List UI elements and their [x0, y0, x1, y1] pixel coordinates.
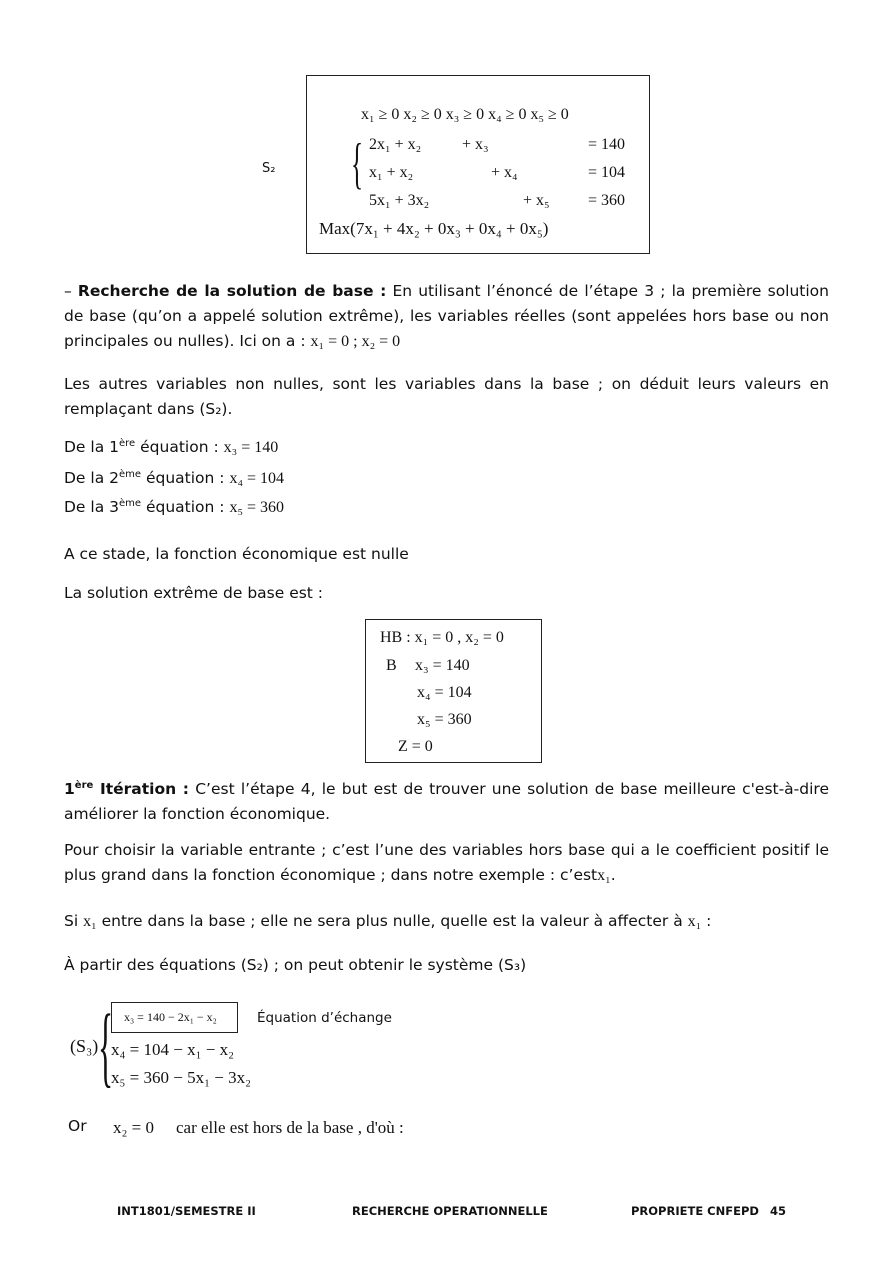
non-negativity-constraints: x₁ ≥ 0 x₂ ≥ 0 x₃ ≥ 0 x₄ ≥ 0 x₅ ≥ 0	[361, 106, 569, 123]
equation-prefix: De la 2	[64, 469, 119, 488]
paragraph-base-solution	[64, 279, 829, 354]
exchange-equation-note: Équation d’échange	[257, 1010, 392, 1026]
s2-eq2-lhs: x₁ + x₂	[369, 164, 414, 181]
variable-x1: x₁	[687, 913, 702, 930]
paragraph-end: :	[701, 912, 712, 930]
paragraph-iteration	[64, 773, 829, 827]
paragraph-non-zero-variables: Les autres variables non nulles, sont les variables dans la base ; on déduit leurs valeurs en remplaçant dans (S₂).	[64, 375, 829, 418]
system-s2-box	[306, 75, 650, 254]
solution-z: Z = 0	[398, 738, 433, 755]
s2-eq3-slack: + x₅	[523, 192, 550, 209]
equation-value: x₄ = 104	[229, 470, 285, 488]
system-s2-label: S₂	[262, 161, 276, 176]
equation-suffix: équation :	[141, 498, 225, 517]
equation-value: x₃ = 140	[223, 439, 279, 457]
s2-eq3-rhs: = 360	[588, 192, 626, 209]
paragraph-economic-null: A ce stade, la fonction économique est nulle	[64, 545, 409, 563]
solution-b-label: B	[386, 657, 397, 674]
s2-eq1-lhs: 2x₁ + x₂	[369, 136, 422, 153]
or-text: car elle est hors de la base , d'où :	[176, 1118, 404, 1137]
s2-eq1-rhs: = 140	[588, 136, 626, 153]
iteration-ordinal: ère	[74, 780, 94, 791]
equation-ordinal: ème	[119, 469, 142, 480]
equation-suffix: équation :	[135, 438, 219, 457]
variable-x1: x₁	[83, 913, 97, 930]
entering-variable: x₁	[597, 867, 611, 884]
footer-page-number: 45	[770, 1204, 787, 1218]
equation-line-3	[64, 498, 284, 517]
equation-prefix: De la 1	[64, 438, 119, 457]
s2-eq2-slack: + x₄	[491, 164, 518, 181]
dash: –	[64, 282, 72, 300]
system-s3-label: (S₃)	[70, 1036, 99, 1056]
solution-x5: x₅ = 360	[417, 711, 472, 728]
equation-line-1	[64, 438, 278, 457]
hors-base-values: x₁ = 0 ; x₂ = 0	[310, 333, 401, 350]
section-heading: Recherche de la solution de base :	[77, 282, 387, 300]
footer-title: RECHERCHE OPERATIONNELLE	[352, 1204, 548, 1218]
footer-course: INT1801/SEMESTRE II	[117, 1204, 256, 1218]
solution-hb: HB : x₁ = 0 , x₂ = 0	[380, 629, 504, 646]
or-math: x₂ = 0	[113, 1118, 155, 1137]
s3-eq2: x₄ = 104 − x₁ − x₂	[111, 1040, 235, 1059]
equation-line-2	[64, 469, 284, 488]
s2-eq3-lhs: 5x₁ + 3x₂	[369, 192, 430, 209]
paragraph-entering-variable	[64, 838, 829, 888]
equation-value: x₅ = 360	[229, 499, 285, 517]
iteration-text: C’est l’étape 4, le but est de trouver une solution de base meilleure c'est-à-dire améliorer la fonction économique.	[64, 780, 829, 824]
exchange-equation: x₃ = 140 − 2x₁ − x₂	[124, 1010, 217, 1024]
paragraph-end: .	[610, 866, 616, 884]
paragraph-mid: entre dans la base ; elle ne sera plus nulle, quelle est la valeur à affecter à	[96, 912, 688, 930]
iteration-heading: Itération :	[93, 780, 190, 799]
paragraph-text: Pour choisir la variable entrante ; c’est l’une des variables hors base qui a le coefficient positif le plus grand dans la fonction économique ; dans notre exemple : c’est	[64, 841, 829, 884]
equation-prefix: De la 3	[64, 498, 119, 517]
footer-property: PROPRIETE CNFEPD	[631, 1204, 759, 1218]
solution-x4: x₄ = 104	[417, 684, 472, 701]
system-brace: {	[351, 133, 364, 195]
paragraph-value-x1	[64, 909, 829, 934]
paragraph-pre: Si	[64, 912, 84, 930]
equation-ordinal: ème	[119, 498, 142, 509]
equation-suffix: équation :	[141, 469, 225, 488]
exchange-equation-box	[111, 1002, 238, 1033]
s3-eq3: x₅ = 360 − 5x₁ − 3x₂	[111, 1068, 252, 1087]
objective-function: Max(7x₁ + 4x₂ + 0x₃ + 0x₄ + 0x₅)	[319, 219, 549, 238]
solution-x3: x₃ = 140	[415, 657, 470, 674]
solution-box	[365, 619, 542, 763]
paragraph-extreme-solution: La solution extrême de base est :	[64, 584, 324, 602]
s2-eq1-slack: + x₃	[462, 136, 489, 153]
system-s3-brace: {	[98, 997, 114, 1096]
paragraph-system-s3: À partir des équations (S₂) ; on peut obtenir le système (S₃)	[64, 956, 527, 974]
s2-eq2-rhs: = 104	[588, 164, 626, 181]
paragraph-text: En utilisant l’énoncé de l’étape 3 ; la première solution de base (qu’on a appelé solution extrême), les variables réelles (sont appelées hors base ou non principales ou nulles). Ici on a :	[64, 282, 829, 350]
or-word: Or	[68, 1117, 87, 1135]
equation-ordinal: ère	[119, 438, 136, 449]
iteration-number: 1	[64, 780, 75, 799]
